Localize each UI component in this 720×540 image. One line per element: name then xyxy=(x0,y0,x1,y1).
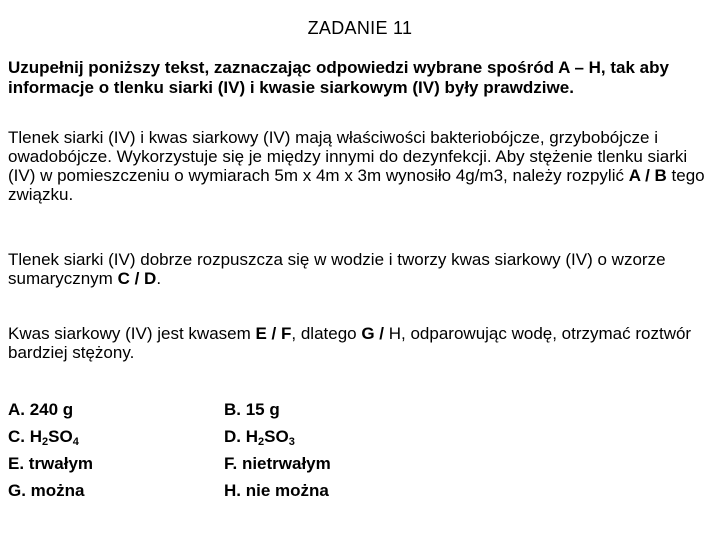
option-d[interactable] xyxy=(224,423,444,450)
paragraph-3-choice-2-rest: H xyxy=(384,324,402,343)
task-instruction: Uzupełnij poniższy tekst, zaznaczając odpowiedzi wybrane spośród A – H, tak aby informacje o tlenku siarki (IV) i kwasie siarkowym (IV) były prawdziwe. xyxy=(8,58,669,97)
option-c-sub-1: 2 xyxy=(42,436,49,448)
paragraph-2-text-after: . xyxy=(156,269,162,288)
paragraph-2-choice: C / D xyxy=(117,269,157,288)
option-d-sub-2: 3 xyxy=(288,436,295,448)
page-title: ZADANIE 11 xyxy=(307,18,413,38)
paragraph-3-text-middle: , dlatego xyxy=(291,324,362,343)
paragraph-2 xyxy=(8,250,718,288)
option-c-sub-2: 4 xyxy=(72,436,79,448)
option-c-prefix: C. H xyxy=(8,427,42,446)
paragraph-3 xyxy=(8,324,718,362)
paragraph-3-choice-1: E / F xyxy=(255,324,292,343)
paragraph-2-text-before: Tlenek siarki (IV) dobrze rozpuszcza się w wodzie i tworzy kwas siarkowy (IV) o wzorze sumarycznym xyxy=(8,250,666,288)
paragraph-1-choice: A / B xyxy=(628,166,667,185)
paragraph-3-choice-2-letter: G / xyxy=(361,324,385,343)
paragraph-3-text-after: , odparowując wodę, otrzymać roztwór bardziej stężony. xyxy=(8,324,692,362)
paragraph-1 xyxy=(8,128,718,204)
option-f[interactable]: F. nietrwałym xyxy=(224,454,331,473)
option-c[interactable] xyxy=(8,423,208,450)
option-b[interactable]: B. 15 g xyxy=(224,400,280,419)
option-e[interactable]: E. trwałym xyxy=(8,454,94,473)
options-right-column xyxy=(224,396,444,504)
option-d-sub-1: 2 xyxy=(258,436,265,448)
option-c-mid: SO xyxy=(48,427,73,446)
option-g[interactable]: G. można xyxy=(8,481,85,500)
option-d-prefix: D. H xyxy=(224,427,258,446)
paragraph-1-text-before: Tlenek siarki (IV) i kwas siarkowy (IV) mają właściwości bakteriobójcze, grzybobójcze i owadobójcze. Wykorzystuje się je między innymi do dezynfekcji. Aby stężenie tlenku siarki (IV) w pomieszczeniu o wymiarach 5m x 4m x 3m wynosiło 4g/m3, należy rozpylić xyxy=(8,128,688,185)
option-a[interactable]: A. 240 g xyxy=(8,400,74,419)
paragraph-3-text-before: Kwas siarkowy (IV) jest kwasem xyxy=(8,324,256,343)
options-left-column xyxy=(8,396,208,504)
option-d-mid: SO xyxy=(264,427,289,446)
paragraph-1-text-after: tego związku. xyxy=(8,166,705,204)
option-h[interactable]: H. nie można xyxy=(224,481,329,500)
